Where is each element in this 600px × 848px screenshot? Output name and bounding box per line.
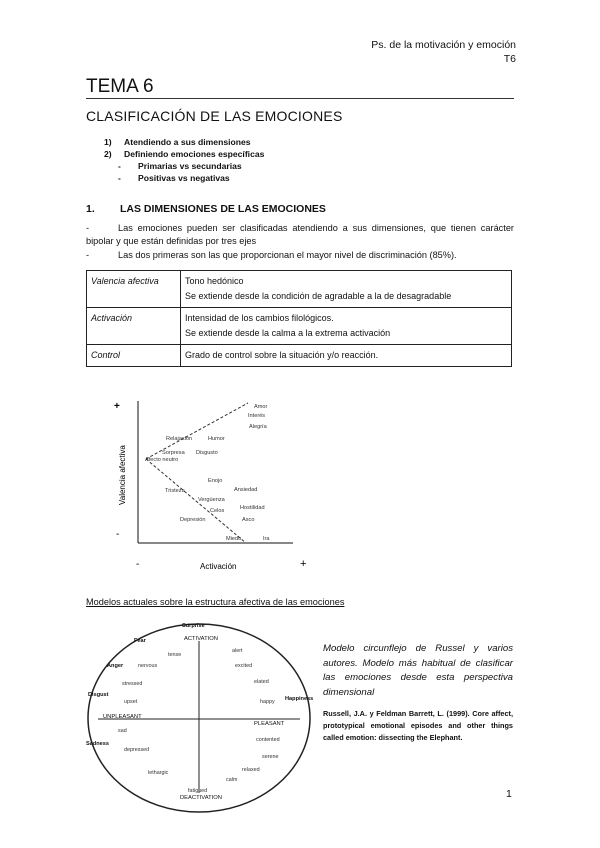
emotion-label: Disgusto [196, 450, 218, 456]
y-plus-sign: + [114, 401, 120, 412]
lower-dashed-line [146, 459, 246, 543]
emotion-label: Afecto neutro [145, 457, 179, 463]
outline-item [104, 148, 264, 160]
inner-emotion: sad [118, 728, 127, 734]
x-plus-sign: + [300, 558, 307, 570]
page-number: 1 [506, 788, 512, 800]
figure-caption: Modelos actuales sobre la estructura afectiva de las emociones [86, 597, 345, 607]
dimension-description [181, 345, 512, 367]
emotion-label: Miedo [226, 536, 242, 542]
table-row [87, 308, 512, 345]
inner-emotion: stressed [122, 681, 143, 687]
activation-label: ACTIVATION [184, 636, 218, 642]
emotion-label: Sorpresa [162, 450, 185, 456]
dash-marker: - [118, 173, 121, 183]
description-line: Grado de control sobre la situación y/o reacción. [185, 350, 379, 360]
topic-heading: TEMA 6 [86, 76, 154, 97]
outline-subitem [104, 160, 264, 172]
outer-emotion: Disgust [88, 692, 109, 698]
heading-rule [86, 98, 514, 99]
inner-emotion: depressed [124, 747, 150, 753]
emotion-label: Amor [254, 404, 268, 410]
dash-marker: - [86, 223, 90, 233]
inner-emotion: elated [254, 679, 269, 685]
outline-list [104, 136, 264, 184]
circumplex-figure [78, 615, 318, 815]
y-minus-sign: - [116, 529, 120, 540]
pleasant-label: PLEASANT [254, 721, 285, 727]
outline-subtext: Positivas vs negativas [138, 173, 230, 183]
dash-marker: - [86, 250, 90, 260]
outline-subtext: Primarias vs secundarias [138, 161, 242, 171]
inner-emotion: lethargic [148, 770, 169, 776]
outline-subitem [104, 172, 264, 184]
outer-emotion: Sadness [86, 741, 110, 747]
outline-text: Atendiendo a sus dimensiones [124, 137, 251, 147]
inner-emotion: relaxed [242, 767, 260, 773]
model-description: Modelo circunflejo de Russel y varios autores. Modelo más habitual de clasificar las emociones desde esta perspectiva dimensional [323, 643, 513, 698]
emotion-label: Alegría [249, 424, 267, 430]
description-line: Intensidad de los cambios filológicos. [185, 313, 334, 323]
y-axis-title: Valencia afectiva [118, 445, 127, 505]
emotion-label: Tristeza [165, 488, 185, 494]
running-header [371, 38, 516, 66]
section-number: 1. [86, 203, 95, 215]
page-title: CLASIFICACIÓN DE LAS EMOCIONES [86, 108, 343, 124]
course-name: Ps. de la motivación y emoción [371, 39, 516, 51]
reference-citation: Russell, J.A. y Feldman Barrett, L. (1999). Core affect, prototypical emotional episodes and other things called emotion: dissecting the Elephant. [323, 709, 513, 742]
emotion-label: Humor [208, 436, 225, 442]
table-row [87, 271, 512, 308]
emotion-label: Relajación [166, 436, 193, 442]
inner-emotion: happy [260, 699, 275, 705]
bullet-paragraph [86, 249, 514, 262]
dimension-name: Control [87, 345, 181, 367]
dimensions-table [86, 270, 512, 367]
topic-code: T6 [503, 53, 516, 65]
outer-emotion: Anger [107, 663, 124, 669]
dash-marker: - [118, 161, 121, 171]
emotion-label: Asco [242, 517, 255, 523]
dimension-description [181, 308, 512, 345]
emotion-label: Interés [248, 413, 266, 419]
inner-emotion: calm [226, 777, 238, 783]
emotion-label: Hostilidad [240, 505, 265, 511]
outline-number: 1) [104, 137, 112, 147]
outer-emotion: Surprise [182, 623, 205, 629]
valence-activation-figure [108, 393, 323, 578]
inner-emotion: contented [256, 737, 280, 743]
description-line: Se extiende desde la calma a la extrema activación [185, 328, 391, 338]
dimension-description [181, 271, 512, 308]
emotion-label: Enojo [208, 478, 223, 484]
unpleasant-label: UNPLEASANT [103, 714, 142, 720]
emotion-label: Vergüenza [198, 497, 225, 503]
section-heading [86, 203, 326, 215]
outer-emotion: Happiness [285, 696, 314, 702]
bullet-text: Las dos primeras son las que proporcionan el mayor nivel de discriminación (85%). [118, 250, 457, 260]
deactivation-label: DEACTIVATION [180, 795, 222, 801]
outer-emotion: Fear [134, 638, 146, 644]
emotion-label: Ansiedad [234, 487, 258, 493]
emotion-label: Ira [263, 536, 270, 542]
outline-text: Definiendo emociones específicas [124, 149, 265, 159]
dimension-name: Activación [87, 308, 181, 345]
bullet-paragraph [86, 222, 514, 248]
description-line: Tono hedónico [185, 276, 244, 286]
inner-emotion: alert [232, 648, 243, 654]
section-title: LAS DIMENSIONES DE LAS EMOCIONES [120, 203, 326, 215]
outline-number: 2) [104, 149, 112, 159]
inner-emotion: nervous [138, 663, 158, 669]
dimension-name: Valencia afectiva [87, 271, 181, 308]
description-line: Se extiende desde la condición de agradable a la de desagradable [185, 291, 452, 301]
emotion-label: Celos [210, 508, 225, 514]
table-row [87, 345, 512, 367]
inner-emotion: upset [124, 699, 138, 705]
inner-emotion: excited [235, 663, 253, 669]
inner-emotion: fatigued [188, 788, 208, 794]
x-minus-sign: - [136, 559, 140, 570]
x-axis-title: Activación [200, 562, 237, 571]
inner-emotion: tense [168, 652, 182, 658]
emotion-label: Depresión [180, 517, 206, 523]
bullet-text: Las emociones pueden ser clasificadas atendiendo a sus dimensiones, que tienen carácter bipolar y que están definidas por tres ejes [86, 223, 514, 246]
inner-emotion: serene [262, 754, 279, 760]
outline-item [104, 136, 264, 148]
